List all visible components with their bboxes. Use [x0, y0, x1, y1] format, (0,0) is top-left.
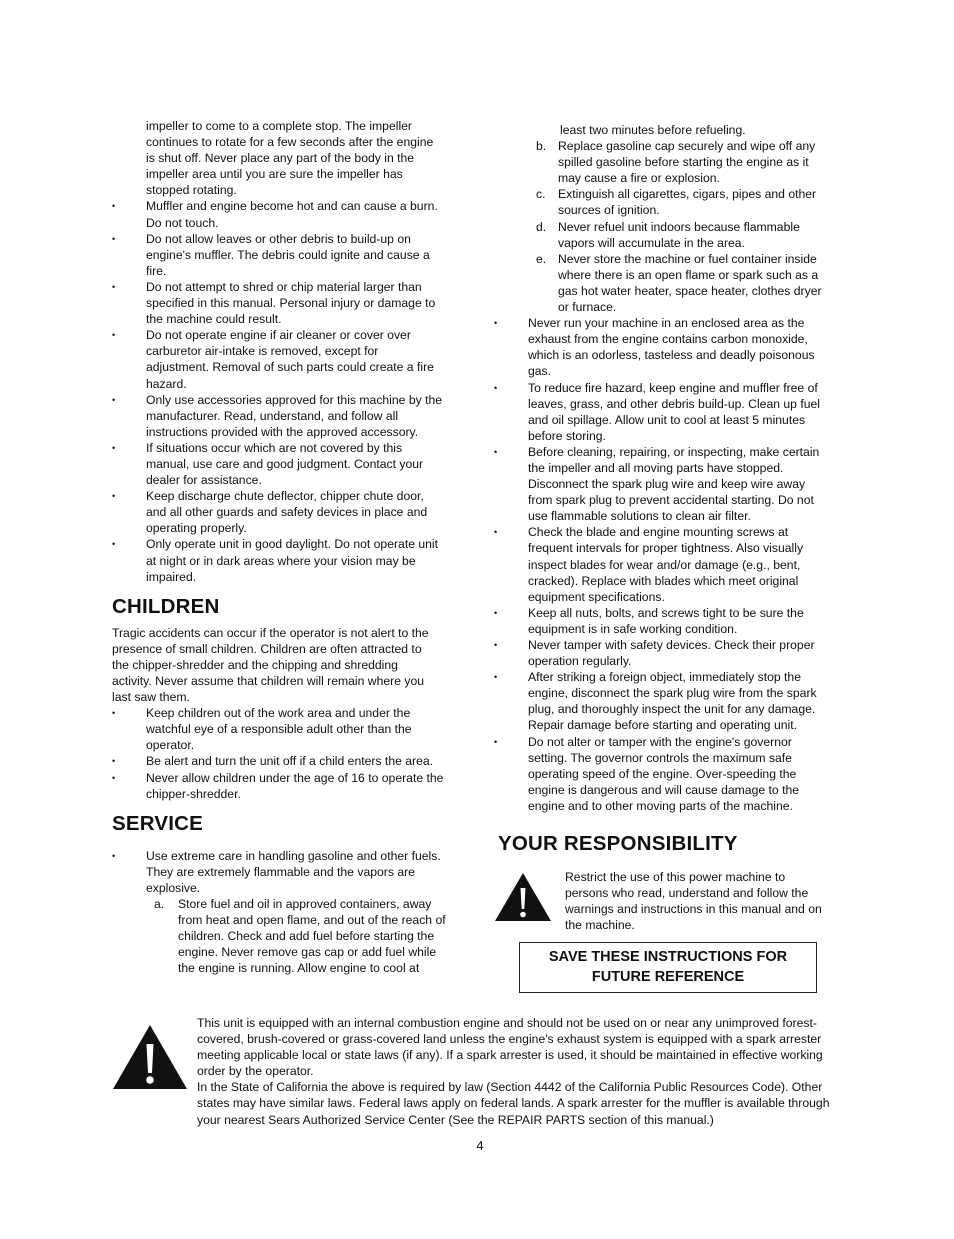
- bullet-air-cleaner: • Do not operate engine if air cleaner or cover over carburetor air-intake is removed, except for adjustment. Removal of such parts could create a fire hazard.: [112, 327, 464, 391]
- left-column: [112, 118, 464, 977]
- bullet-daylight: • Only operate unit in good daylight. Do not operate unit at night or in dark areas where your vision may be impaired.: [112, 536, 464, 584]
- sub-item-d: d. Never refuel unit indoors because flammable vapors will accumulate in the area.: [536, 219, 800, 250]
- bullet-enclosed-area: • Never run your machine in an enclosed area as the exhaust from the engine contains carbon monoxide, which is an odorless, tasteless and deadly poisonous gas.: [494, 315, 846, 379]
- bullet-fire-hazard: • To reduce fire hazard, keep engine and muffler free of leaves, grass, and other debris build-up. Clean up fuel and oil spillage. Allow unit to cool at least 5 minutes before storing.: [494, 380, 846, 444]
- responsibility-heading: YOUR RESPONSIBILITY: [498, 832, 738, 855]
- bullet-debris-muffler: • Do not allow leaves or other debris to build-up on engine's muffler. The debris could ignite and cause a fire.: [112, 231, 464, 279]
- bullet-before-cleaning: • Before cleaning, repairing, or inspecting, make certain the impeller and all moving parts have stopped. Disconnect the spark plug wire and keep wire away from spark plug to prevent accidental starting. Do not use flammable solutions to clean air filter.: [494, 444, 846, 524]
- bullet-muffler-hot: • Muffler and engine become hot and can cause a burn. Do not touch.: [112, 198, 464, 230]
- sub-a-continuation: least two minutes before refueling.: [560, 123, 746, 137]
- spark-arrester-notice: This unit is equipped with an internal combustion engine and should not be used on or near any unimproved forest- covered, brush-covered or grass-covered land unless the engine's exhaust system is equipped with a spark arrester meeting applicable local or state laws (if any). If a spark arrester is used, it should be maintained in effective working order by the operator. In the State of California the above is required by law (Section 4442 of the California Public Resources Code). Other states may have similar laws. Federal laws apply on federal lands. A spark arrester for the muffler is available through your nearest Sears Authorized Service Center (See the REPAIR PARTS section of this manual.): [197, 1016, 830, 1127]
- sub-item-e: e. Never store the machine or fuel container inside where there is an open flame or spark such as a gas hot water heater, space heater, clothes dryer or furnace.: [536, 251, 822, 315]
- bullet-children-age: • Never allow children under the age of 16 to operate the chipper-shredder.: [112, 770, 464, 802]
- bullet-material-size: • Do not attempt to shred or chip material larger than specified in this manual. Personal injury or damage to the machine could result.: [112, 279, 464, 327]
- warning-triangle-icon: [494, 872, 552, 922]
- service-heading: SERVICE: [112, 811, 204, 835]
- bullet-accessories: • Only use accessories approved for this machine by the manufacturer. Read, understand, and follow all instructions provided with the approved accessory.: [112, 392, 464, 440]
- bullet-gasoline-care: • Use extreme care in handling gasoline and other fuels. They are extremely flammable and the vapors are explosive.: [112, 848, 464, 896]
- intro-paragraph: impeller to come to a complete stop. The impeller continues to rotate for a few seconds after the engine is shut off. Never place any part of the body in the impeller area until you are sure the impeller has stopped rotating.: [146, 119, 434, 198]
- children-heading: CHILDREN: [112, 594, 220, 618]
- right-column: [494, 122, 846, 814]
- bullet-children-alert: • Be alert and turn the unit off if a child enters the area.: [112, 753, 464, 769]
- sub-item-b: b. Replace gasoline cap securely and wipe off any spilled gasoline before starting the engine as it may cause a fire or explosion.: [536, 139, 816, 186]
- bullet-nuts-bolts: • Keep all nuts, bolts, and screws tight to be sure the equipment is in safe working condition.: [494, 605, 846, 637]
- sub-item-a: a. Store fuel and oil in approved containers, away from heat and open flame, and out of the reach of children. Check and add fuel before starting the engine. Never remove gas cap or add fuel while the engine is running. Allow engine to cool at: [154, 897, 446, 976]
- bullet-situations: • If situations occur which are not covered by this manual, use care and good judgment. Contact your dealer for assistance.: [112, 440, 464, 488]
- children-paragraph: Tragic accidents can occur if the operator is not alert to the presence of small children. Children are often attracted to the chipper-shredder and the chipping and shredding activity. Never assume that children will remain where you last saw them.: [112, 625, 429, 705]
- bullet-check-blade: • Check the blade and engine mounting screws at frequent intervals for proper tightness. Also visually inspect blades for wear and/or damage (e.g., bent, cracked). Replace with blades which meet original equipment specifications.: [494, 524, 846, 604]
- sub-item-c: c. Extinguish all cigarettes, cigars, pipes and other sources of ignition.: [536, 187, 817, 218]
- bullet-guards: • Keep discharge chute deflector, chipper chute door, and all other guards and safety devices in place and operating properly.: [112, 488, 464, 536]
- bullet-children-work-area: • Keep children out of the work area and under the watchful eye of a responsible adult other than the operator.: [112, 705, 464, 753]
- responsibility-text: Restrict the use of this power machine to persons who read, understand and follow the warnings and instructions in this manual and on the machine.: [565, 870, 822, 933]
- bullet-safety-devices: • Never tamper with safety devices. Check their proper operation regularly.: [494, 637, 846, 669]
- page-number: 4: [476, 1138, 484, 1153]
- bullet-foreign-object: • After striking a foreign object, immediately stop the engine, disconnect the spark plug wire from the spark plug, and thoroughly inspect the unit for any damage. Repair damage before starting and operating unit.: [494, 669, 846, 733]
- large-warning-triangle-icon: [112, 1024, 188, 1090]
- save-instructions-box: SAVE THESE INSTRUCTIONS FOR FUTURE REFERENCE: [519, 942, 817, 993]
- bullet-governor: • Do not alter or tamper with the engine's governor setting. The governor controls the maximum safe operating speed of the engine. Over-speeding the engine is dangerous and will cause damage to the engine and to other moving parts of the machine.: [494, 734, 846, 814]
